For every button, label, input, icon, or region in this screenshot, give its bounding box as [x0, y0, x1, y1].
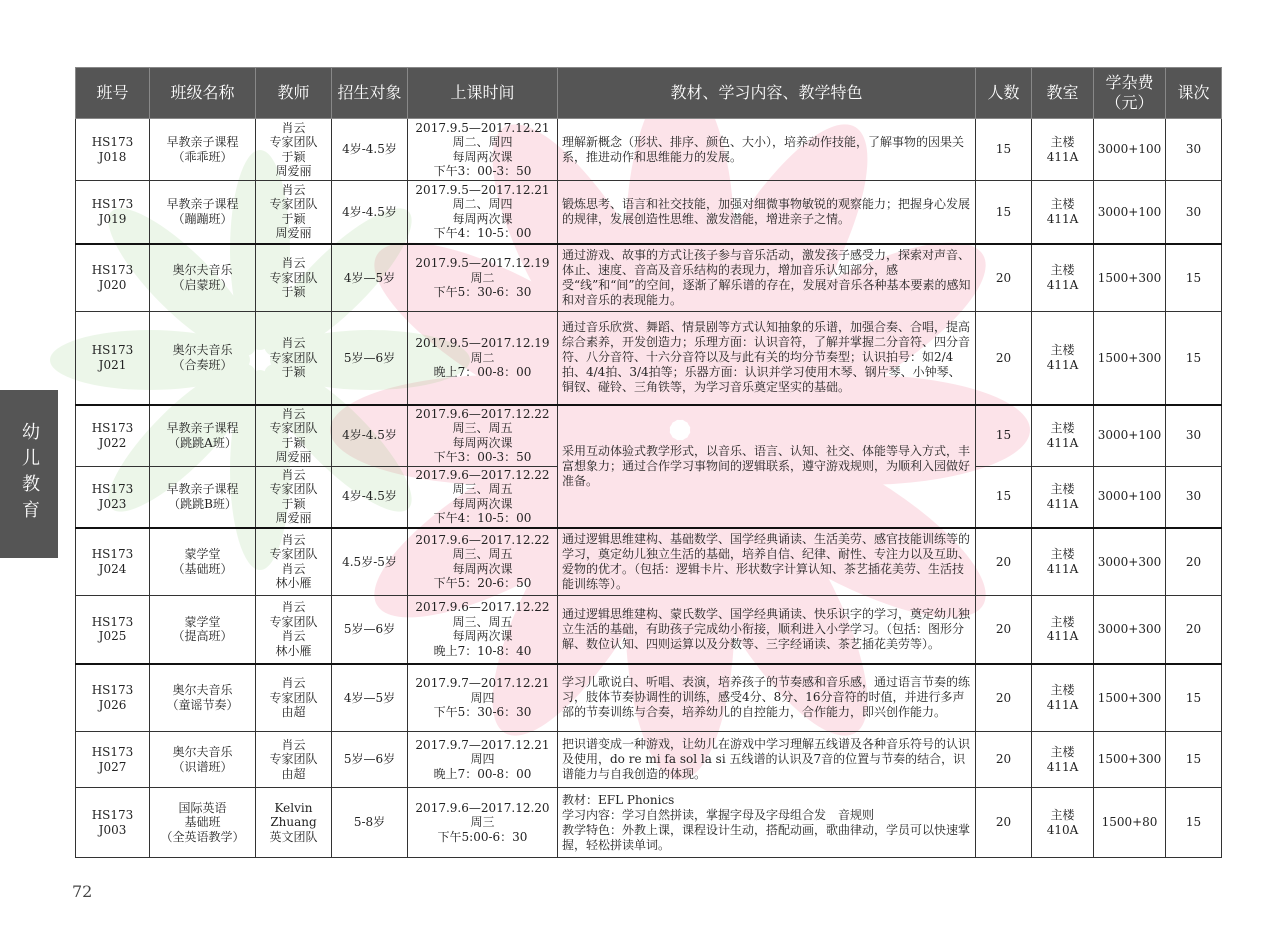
header-teacher: 教师	[256, 68, 332, 119]
class-name: 奥尔夫音乐 （合奏班）	[150, 312, 256, 405]
class-time: 2017.9.5—2017.12.19 周二 下午5：30-6：30	[408, 244, 558, 312]
target-age: 4岁-4.5岁	[332, 405, 408, 467]
class-name: 早教亲子课程 （跳跳A班）	[150, 405, 256, 467]
classroom: 主楼 411A	[1032, 466, 1094, 528]
target-age: 4岁—5岁	[332, 664, 408, 732]
table-row	[76, 596, 1222, 664]
classroom: 主楼 411A	[1032, 312, 1094, 405]
teacher: 肖云 专家团队 肖云 林小雁	[256, 528, 332, 596]
class-time: 2017.9.6—2017.12.22 周三、周五 每周两次课 下午5：20-6：50	[408, 528, 558, 596]
student-count: 20	[976, 664, 1032, 732]
class-name: 奥尔夫音乐 （启蒙班）	[150, 244, 256, 312]
teacher: 肖云 专家团队 由超	[256, 664, 332, 732]
classroom: 主楼 411A	[1032, 596, 1094, 664]
header-fee: 学杂费 （元）	[1094, 68, 1166, 119]
fee: 3000+100	[1094, 405, 1166, 467]
teacher: 肖云 专家团队 肖云 林小雁	[256, 596, 332, 664]
table-row	[76, 664, 1222, 732]
target-age: 5岁—6岁	[332, 312, 408, 405]
class-no: HS173 J020	[76, 244, 150, 312]
header-count: 人数	[976, 68, 1032, 119]
course-content: 通过音乐欣赏、舞蹈、情景剧等方式认知抽象的乐谱，加强合奏、合唱，提高综合素养，开发创造力；乐理方面：认识音符，了解并掌握二分音符、四分音符、八分音符、十六分音符以及与此有关的均分节奏型；认识拍号：如2/4拍、4/4拍、3/4拍等；乐器方面：认识并学习使用木琴、钢片琴、小钟琴、铜钗、碰铃、三角铁等，为学习音乐奠定坚实的基础。	[558, 312, 976, 405]
class-name: 国际英语 基础班 （全英语教学）	[150, 788, 256, 858]
student-count: 15	[976, 119, 1032, 181]
fee: 1500+300	[1094, 244, 1166, 312]
sessions: 15	[1166, 788, 1222, 858]
table-row	[76, 528, 1222, 596]
class-name: 蒙学堂 （提高班）	[150, 596, 256, 664]
class-time: 2017.9.7—2017.12.21 周四 晚上7：00-8：00	[408, 732, 558, 788]
teacher: 肖云 专家团队 由超	[256, 732, 332, 788]
classroom: 主楼 411A	[1032, 181, 1094, 244]
course-content: 锻炼思考、语言和社交技能，加强对细微事物敏锐的观察能力；把握身心发展的规律，发展创造性思维、激发潜能，增进亲子之情。	[558, 181, 976, 244]
classroom: 主楼 411A	[1032, 119, 1094, 181]
class-time: 2017.9.6—2017.12.22 周三、周五 每周两次课 下午3：00-3：50	[408, 405, 558, 467]
classroom: 主楼 411A	[1032, 732, 1094, 788]
classroom: 主楼 411A	[1032, 664, 1094, 732]
teacher: 肖云 专家团队 于颖	[256, 244, 332, 312]
fee: 1500+300	[1094, 732, 1166, 788]
table-row	[76, 732, 1222, 788]
class-time: 2017.9.5—2017.12.21 周二、周四 每周两次课 下午4：10-5：00	[408, 181, 558, 244]
table-row	[76, 119, 1222, 181]
table-row	[76, 244, 1222, 312]
student-count: 20	[976, 528, 1032, 596]
class-name: 早教亲子课程 （乖乖班）	[150, 119, 256, 181]
target-age: 4岁-4.5岁	[332, 119, 408, 181]
course-content: 通过逻辑思维建构、蒙氏数学、国学经典诵读、快乐识字的学习，奠定幼儿独立生活的基础，有助孩子完成幼小衔接，顺利进入小学学习。（包括：图形分解、数位认知、四则运算以及分数等、三字经诵读、茶艺插花美劳等）。	[558, 596, 976, 664]
student-count: 15	[976, 405, 1032, 467]
course-content: 理解新概念（形状、排序、颜色、大小），培养动作技能，了解事物的因果关系，推进动作和思维能力的发展。	[558, 119, 976, 181]
header-sessions: 课次	[1166, 68, 1222, 119]
header-time: 上课时间	[408, 68, 558, 119]
sessions: 15	[1166, 244, 1222, 312]
fee: 1500+300	[1094, 664, 1166, 732]
student-count: 20	[976, 312, 1032, 405]
class-time: 2017.9.5—2017.12.21 周二、周四 每周两次课 下午3：00-3：50	[408, 119, 558, 181]
class-no: HS173 J022	[76, 405, 150, 467]
sessions: 15	[1166, 732, 1222, 788]
sessions: 30	[1166, 181, 1222, 244]
teacher: 肖云 专家团队 于颖 周爱丽	[256, 466, 332, 528]
fee: 3000+100	[1094, 119, 1166, 181]
target-age: 4.5岁-5岁	[332, 528, 408, 596]
class-no: HS173 J025	[76, 596, 150, 664]
teacher: 肖云 专家团队 于颖 周爱丽	[256, 181, 332, 244]
classroom: 主楼 411A	[1032, 405, 1094, 467]
class-name: 奥尔夫音乐 （识谱班）	[150, 732, 256, 788]
table-row	[76, 181, 1222, 244]
teacher: 肖云 专家团队 于颖 周爱丽	[256, 119, 332, 181]
sessions: 20	[1166, 596, 1222, 664]
class-no: HS173 J003	[76, 788, 150, 858]
target-age: 5-8岁	[332, 788, 408, 858]
course-table	[75, 67, 1222, 858]
sessions: 20	[1166, 528, 1222, 596]
class-no: HS173 J027	[76, 732, 150, 788]
fee: 3000+100	[1094, 466, 1166, 528]
class-time: 2017.9.7—2017.12.21 周四 下午5：30-6：30	[408, 664, 558, 732]
sessions: 30	[1166, 119, 1222, 181]
student-count: 20	[976, 788, 1032, 858]
fee: 1500+80	[1094, 788, 1166, 858]
student-count: 20	[976, 732, 1032, 788]
section-tab-label: 幼儿教育	[19, 422, 40, 526]
target-age: 5岁—6岁	[332, 596, 408, 664]
class-no: HS173 J023	[76, 466, 150, 528]
sessions: 30	[1166, 466, 1222, 528]
sessions: 15	[1166, 664, 1222, 732]
teacher: 肖云 专家团队 于颖	[256, 312, 332, 405]
target-age: 4岁-4.5岁	[332, 466, 408, 528]
class-no: HS173 J019	[76, 181, 150, 244]
classroom: 主楼 411A	[1032, 528, 1094, 596]
course-content: 学习儿歌说白、听唱、表演，培养孩子的节奏感和音乐感，通过语言节奏的练习，肢体节奏协调性的训练，感受4分、8分、16分音符的时值，并进行多声部的节奏训练与合奏，培养幼儿的自控能力，合作能力，即兴创作能力。	[558, 664, 976, 732]
classroom: 主楼 410A	[1032, 788, 1094, 858]
table-header-row	[76, 68, 1222, 119]
class-time: 2017.9.5—2017.12.19 周二 晚上7：00-8：00	[408, 312, 558, 405]
header-class-name: 班级名称	[150, 68, 256, 119]
target-age: 4岁—5岁	[332, 244, 408, 312]
class-time: 2017.9.6—2017.12.20 周三 下午5:00-6：30	[408, 788, 558, 858]
class-time: 2017.9.6—2017.12.22 周三、周五 每周两次课 下午4：10-5：00	[408, 466, 558, 528]
class-no: HS173 J024	[76, 528, 150, 596]
table-row	[76, 788, 1222, 858]
course-content: 把识谱变成一种游戏，让幼儿在游戏中学习理解五线谱及各种音乐符号的认识及使用，do re mi fa sol la si 五线谱的认识及7音的位置与节奏的结合，识谱能力与自我创造的体现。	[558, 732, 976, 788]
teacher: 肖云 专家团队 于颖 周爱丽	[256, 405, 332, 467]
header-content: 教材、学习内容、教学特色	[558, 68, 976, 119]
fee: 3000+100	[1094, 181, 1166, 244]
fee: 3000+300	[1094, 528, 1166, 596]
fee: 3000+300	[1094, 596, 1166, 664]
teacher: Kelvin Zhuang 英文团队	[256, 788, 332, 858]
target-age: 5岁—6岁	[332, 732, 408, 788]
class-name: 早教亲子课程 （跳跳B班）	[150, 466, 256, 528]
student-count: 15	[976, 181, 1032, 244]
table-row	[76, 312, 1222, 405]
student-count: 20	[976, 596, 1032, 664]
class-name: 奥尔夫音乐 （童谣节奏）	[150, 664, 256, 732]
sessions: 15	[1166, 312, 1222, 405]
class-no: HS173 J021	[76, 312, 150, 405]
course-content: 采用互动体验式教学形式，以音乐、语言、认知、社交、体能等导入方式，丰富想象力；通过合作学习事物间的逻辑联系，遵守游戏规则，为顺利入园做好准备。	[558, 405, 976, 528]
header-room: 教室	[1032, 68, 1094, 119]
fee: 1500+300	[1094, 312, 1166, 405]
class-no: HS173 J018	[76, 119, 150, 181]
page-number: 72	[72, 882, 93, 901]
course-content: 通过逻辑思维建构、基础数学、国学经典诵读、生活美劳、感官技能训练等的学习，奠定幼儿独立生活的基础，培养自信、纪律、耐性、专注力以及互助、爱物的优才。（包括：逻辑卡片、形状数字计算认知、茶艺插花美劳、生活技能训练等）。	[558, 528, 976, 596]
table-row	[76, 405, 1222, 467]
class-time: 2017.9.6—2017.12.22 周三、周五 每周两次课 晚上7：10-8：40	[408, 596, 558, 664]
target-age: 4岁-4.5岁	[332, 181, 408, 244]
student-count: 15	[976, 466, 1032, 528]
sessions: 30	[1166, 405, 1222, 467]
course-content: 通过游戏、故事的方式让孩子参与音乐活动，激发孩子感受力，探索对声音、体止、速度、音高及音乐结构的表现力，增加音乐认知部分，感受“线”和“间”的空间，逐渐了解乐谱的存在，发展对音乐各种基本要素的感知和对音乐的表现能力。	[558, 244, 976, 312]
header-target: 招生对象	[332, 68, 408, 119]
course-content: 教材：EFL Phonics 学习内容：学习自然拼读，掌握字母及字母组合发 音规则 教学特色：外教上课，课程设计生动，搭配动画，歌曲律动，学员可以快速掌握，轻松拼读单词。	[558, 788, 976, 858]
class-no: HS173 J026	[76, 664, 150, 732]
header-class-no: 班号	[76, 68, 150, 119]
class-name: 蒙学堂 （基础班）	[150, 528, 256, 596]
section-tab	[0, 390, 58, 558]
classroom: 主楼 411A	[1032, 244, 1094, 312]
student-count: 20	[976, 244, 1032, 312]
class-name: 早教亲子课程 （蹦蹦班）	[150, 181, 256, 244]
